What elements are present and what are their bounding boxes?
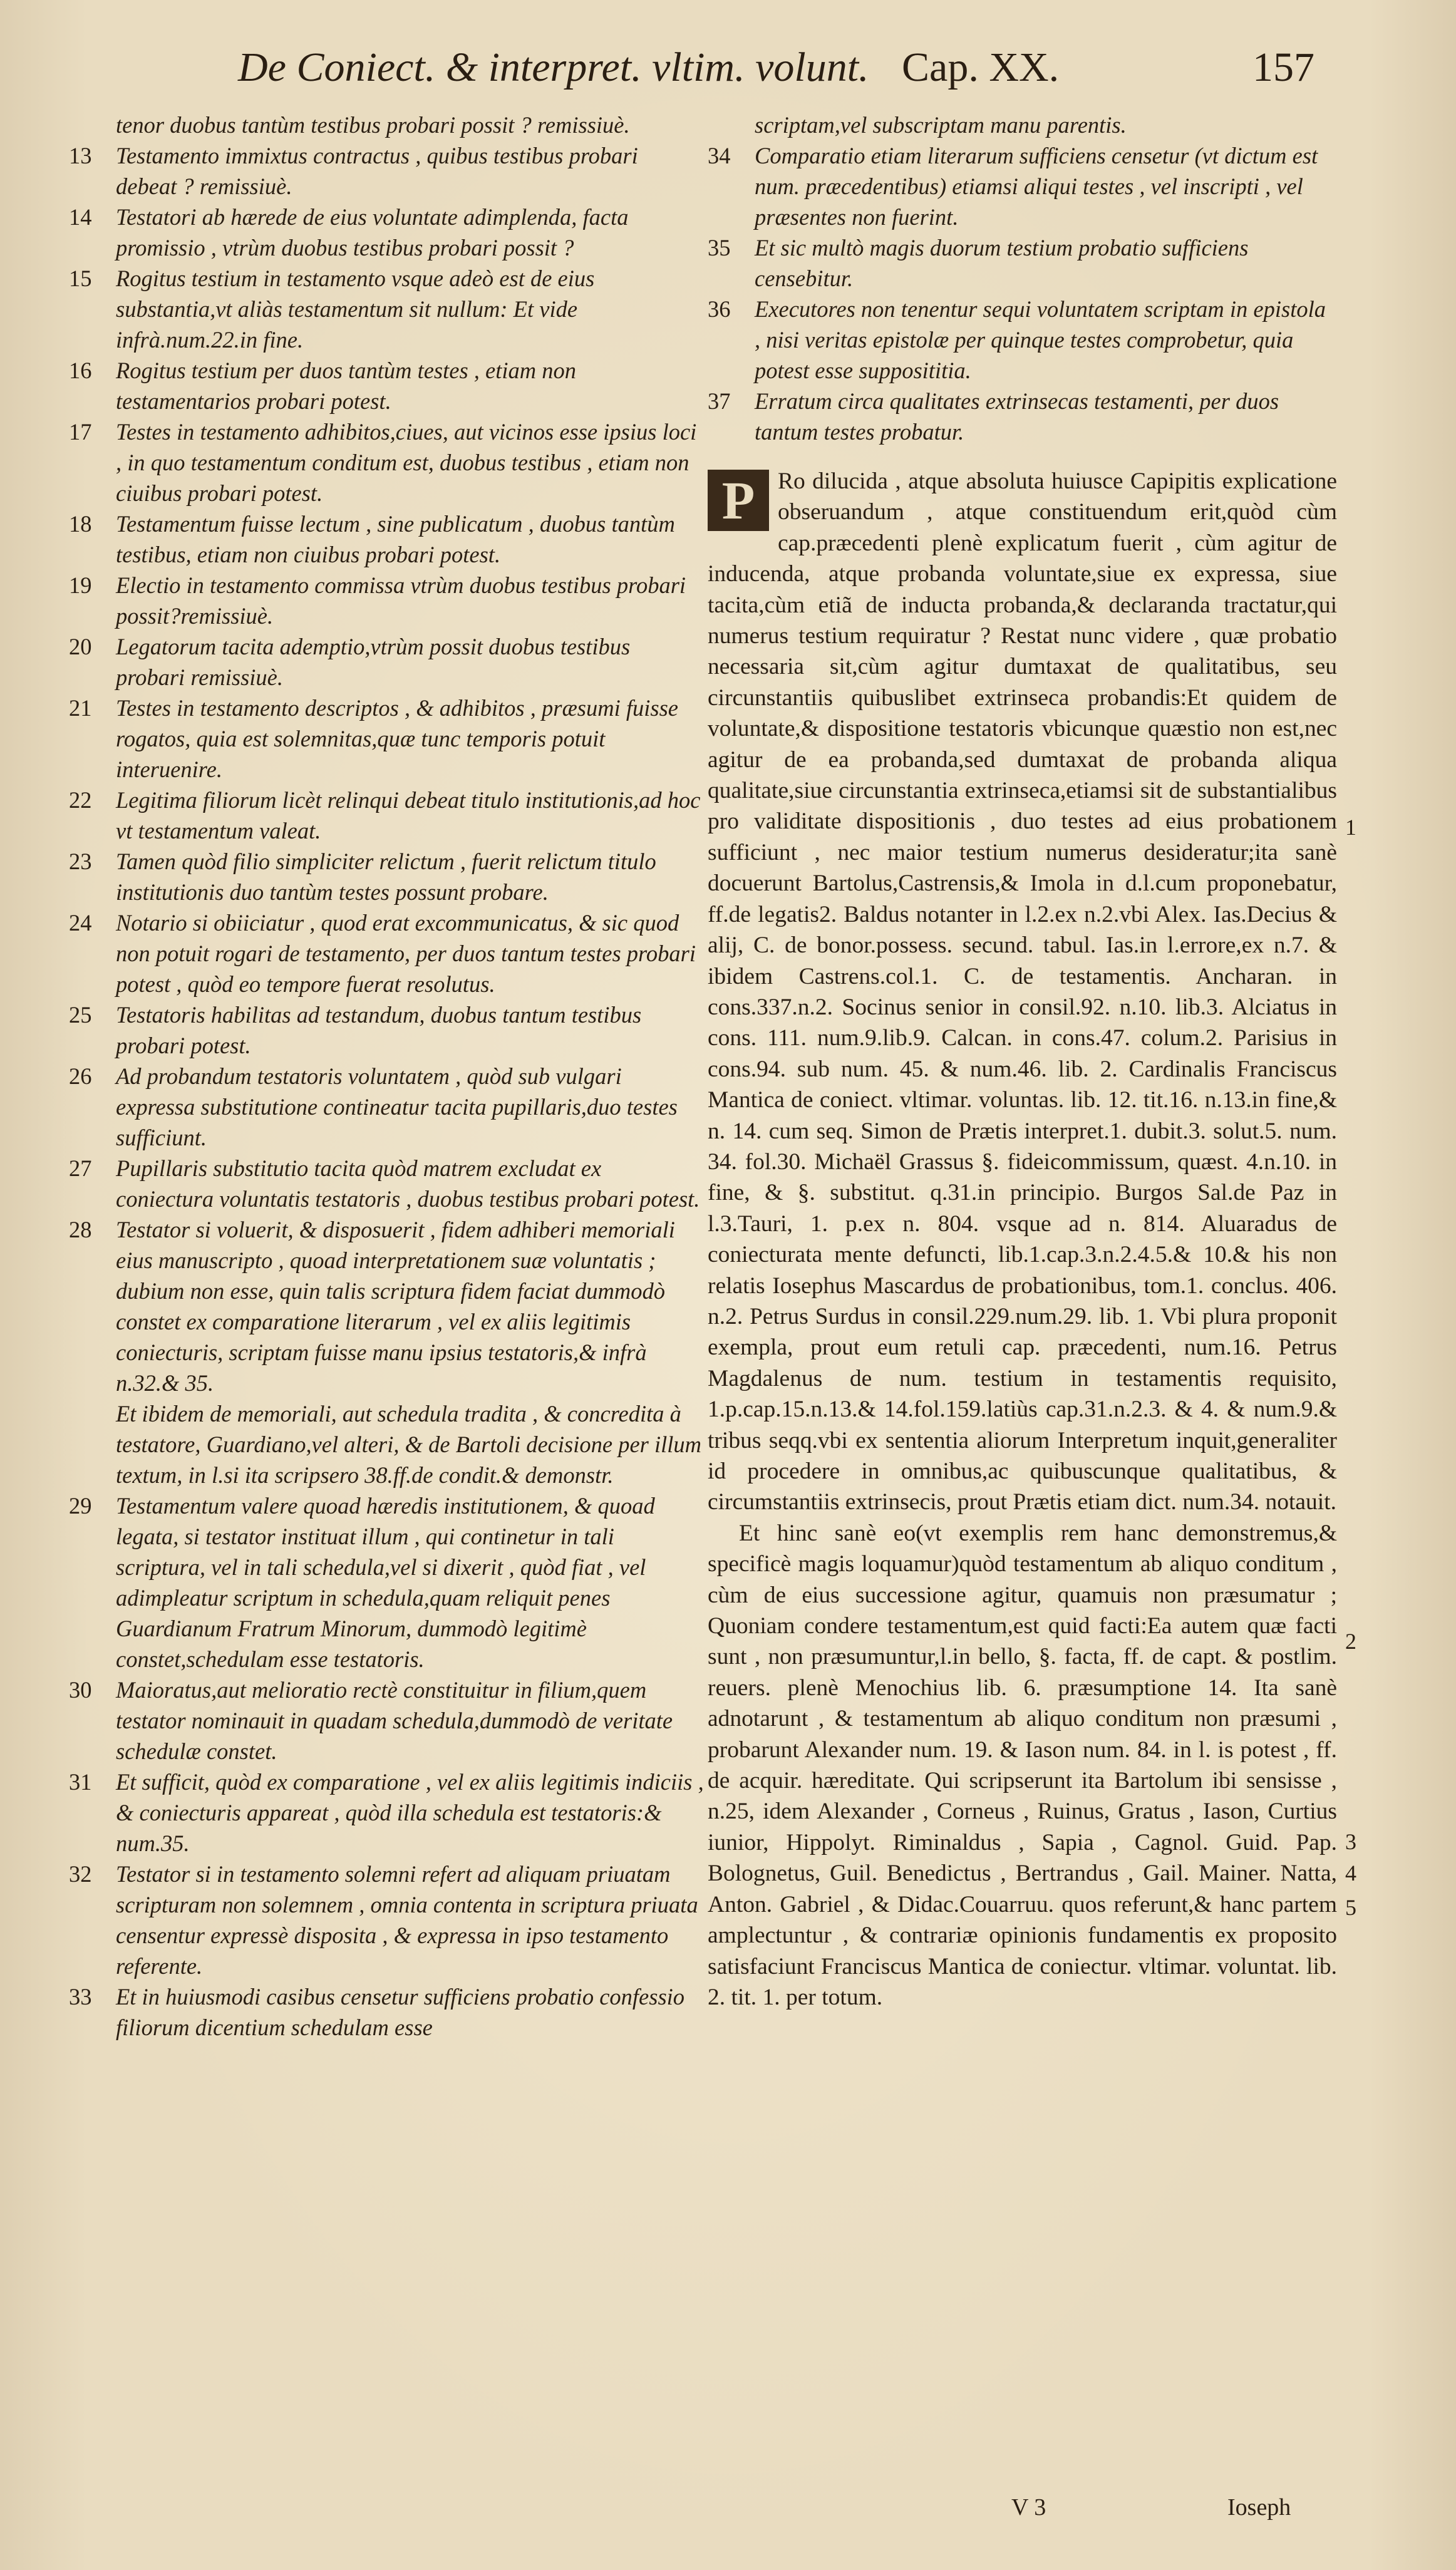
index-entry-number: 24 (69, 910, 92, 936)
index-entry-text: Ad probandum testatoris voluntatem , quòd sub vulgari expressa substitutione contineatur tacita pupillaris,duo testes sufficiunt. (116, 1063, 678, 1150)
margin-number-1: 1 (1345, 815, 1356, 840)
index-entry (69, 907, 705, 999)
index-entry-text: Notario si obiiciatur , quod erat excommunicatus, & sic quod non potuit rogari de testamento, per duos tantum testes probari potest , quòd eo tempore fuerat resolutus. (116, 910, 696, 997)
index-entry-text: Pupillaris substitutio tacita quòd matrem excludat ex coniectura voluntatis testatoris , duobus testibus probari potest. (116, 1155, 700, 1212)
index-entry-number: 30 (69, 1677, 92, 1703)
index-entry-number: 13 (69, 143, 92, 168)
index-entry (69, 1981, 705, 2043)
index-entry (69, 1490, 705, 1675)
summary-index-left (69, 110, 705, 2043)
index-entry-number: 14 (69, 204, 92, 230)
index-entry (69, 631, 705, 693)
index-entry (69, 1675, 705, 1767)
index-entry-number: 36 (708, 296, 731, 322)
index-entry-number: 18 (69, 511, 92, 537)
index-entry-text: Testator si in testamento solemni refert ad aliquam priuatam scripturam non solemnem , omnia contenta in scriptura priuata censentur expressè disposita , & expressa in ipso testamento referente. (116, 1861, 698, 1979)
index-entry-number: 22 (69, 787, 92, 813)
index-entry (69, 1214, 705, 1398)
index-entry-text: Testamentum fuisse lectum , sine publicatum , duobus tantùm testibus, etiam non ciuibus probari potest. (116, 511, 675, 567)
index-entry-text: Testes in testamento adhibitos,ciues, aut vicinos esse ipsius loci , in quo testamentum conditum est, duobus testibus , etiam non ciuibus probari potest. (116, 419, 697, 506)
index-entry (708, 232, 1337, 294)
index-entry-number: 25 (69, 1002, 92, 1028)
index-entry (69, 140, 705, 202)
index-entry-text: Rogitus testium per duos tantùm testes , etiam non testamentarios probari potest. (116, 358, 577, 414)
index-entry-number: 20 (69, 634, 92, 659)
index-entry-text: tenor duobus tantùm testibus probari possit ? remissiuè. (116, 112, 630, 138)
index-entry-text: Et sufficit, quòd ex comparatione , vel ex aliis legitimis indiciis , & coniecturis appareat , quòd illa schedula est testatoris:& num.35. (116, 1769, 704, 1856)
index-entry (708, 386, 1337, 447)
index-entry (69, 785, 705, 846)
index-entry-text: Testes in testamento descriptos , & adhibitos , præsumi fuisse rogatos, quia est solemnitas,quæ tunc temporis potuit interuenire. (116, 695, 679, 782)
dropcap-initial: P (708, 470, 769, 531)
commentary-body (708, 466, 1337, 2013)
index-entry-number: 31 (69, 1769, 92, 1795)
index-entry (69, 693, 705, 785)
index-entry (69, 570, 705, 631)
chapter-label: Cap. XX. (902, 44, 1060, 90)
index-entry-text: Testatoris habilitas ad testandum, duobus tantum testibus probari potest. (116, 1002, 642, 1058)
margin-number-4: 4 (1345, 1860, 1356, 1886)
index-entry-number: 37 (708, 388, 731, 414)
index-entry-number: 16 (69, 358, 92, 383)
catchword: Ioseph (1227, 2494, 1291, 2521)
index-entry-number: 29 (69, 1493, 92, 1519)
paragraph-1-text: Ro dilucida , atque absoluta huiusce Capipitis explicatione obseruandum , atque constituendum erit,quòd cùm cap.præcedenti plenè explicatum fuerit , cùm agitur de inducenda, atque probanda voluntate,siue ex expressa, siue tacita,cùm etiã de inducta probanda,& declaranda tractatur,qui numerus testium requiratur ? Restat nunc videre , quæ probatio necessaria sit,cùm agitur dumtaxat de qualitatibus, seu circunstantiis quibuslibet extrinseca probandis:Et quidem de voluntate,& dispositione testatoris vbicunque quæstio non est,nec agitur de ea probanda,sed dumtaxat de probanda aliqua qualitate,siue circunstantia extrinseca,etiamsi sit de substantialibus pro validitate dispositionis , duo testes ad eius probationem sufficiunt , nec maior testium numerus desideratur;ita sanè docuerunt Bartolus,Castrensis,& Imola in d.l.cum proponebatur, ff.de legatis2. Baldus notanter in l.2.ex n.2.vbi Alex. Ias.Decius & alij, C. de bonor.possess. secund. tabul. Ias.in l.errore,ex n.7. & ibidem Castrens.col.1. C. de testamentis. Ancharan. in cons.337.n.2. Socinus senior in consil.92. n.10. lib.3. Alciatus in cons. 111. num.9.lib.9. Calcan. in cons.47. colum.2. Parisius in cons.94. sub num. 45. & num.46. lib. 2. Cardinalis Franciscus Mantica de coniect. vltimar. voluntas. lib. 12. tit.16. n.13.in fine,& n. 14. cum seq. Simon de Prætis interpret.1. dubit.3. solut.5. num. 34. fol.30. Michaël Grassus §. fideicommissum, quæst. 4.n.10. in fine, & §. substitut. q.31.in principio. Burgos Sal.de Paz in l.3.Tauri, 1. p.ex n. 804. vsque ad n. 814. Aluaradus de coniecturata mente defuncti, lib.1.cap.3.n.2.4.5.& 10.& his non relatis Iosephus Mascardus de probationibus, tom.1. conclus. 406. n.2. Petrus Surdus in consil.229.num.29. lib. 1. Vbi plura proponit exempla, prout eum retuli cap. præcedenti, num.16. Petrus Magdalenus de num. testium in testamentis requisito, 1.p.cap.15.n.13.& 14.fol.159.latiùs cap.31.n.2.3. & 4. & num.9.& tribus seqq.vbi ex sententia aliorum Interpretum inquit,generaliter id procedere in omnibus,ac quibuscunque qualitatibus, & circumstantiis extrinsecis, prout Prætis etiam dict. num.34. notauit. (708, 468, 1337, 1515)
index-entry-number: 15 (69, 266, 92, 291)
index-entry-number: 27 (69, 1155, 92, 1181)
index-entry-text: Executores non tenentur sequi voluntatem scriptam in epistola , nisi veritas epistolæ per quinque testes comprobetur, quia potest esse supposititia. (755, 296, 1326, 383)
index-entry-text: Rogitus testium in testamento vsque adeò est de eius substantia,vt aliàs testamentum sit nullum: Et vide infrà.num.22.in fine. (116, 266, 595, 353)
index-entry-number: 19 (69, 572, 92, 598)
margin-number-2: 2 (1345, 1629, 1356, 1654)
running-header (238, 44, 1314, 100)
index-entry-text: scriptam,vel subscriptam manu parentis. (755, 112, 1127, 138)
index-entry (69, 416, 705, 508)
index-entry (69, 1859, 705, 1981)
margin-number-3: 3 (1345, 1829, 1356, 1854)
index-entry (708, 110, 1337, 140)
index-entry-text: Legatorum tacita ademptio,vtrùm possit duobus testibus probari remissiuè. (116, 634, 631, 690)
index-entry-number: 21 (69, 695, 92, 721)
index-entry-text: Testatori ab hærede de eius voluntate adimplenda, facta promissio , vtrùm duobus testibus probari possit ? (116, 204, 629, 261)
index-entry (69, 110, 705, 140)
index-entry-number: 34 (708, 143, 731, 168)
running-title: De Coniect. & interpret. vltim. volunt. (238, 44, 869, 90)
index-entry-number: 28 (69, 1217, 92, 1242)
index-entry-number: 17 (69, 419, 92, 445)
index-entry-text: Et in huiusmodi casibus censetur sufficiens probatio confessio filiorum dicentium schedulam esse (116, 1984, 685, 2040)
index-entry-text: Testator si voluerit, & disposuerit , fidem adhiberi memoriali eius manuscripto , quoad interpretationem suæ voluntatis ; dubium non esse, quin talis scriptura fidem faciat dummodò constet ex comparatione literarum , vel ex aliis legitimis coniecturis, scriptam fuisse manu ipsius testatoris,& infrà n.32.& 35. (116, 1217, 675, 1396)
index-entry (69, 508, 705, 570)
index-entry-number: 33 (69, 1984, 92, 2010)
paragraph-2: Et hinc sanè eo(vt exemplis rem hanc demonstremus,& specificè magis loquamur)quòd testamentum ab aliquo conditum , cùm de eius successione agitur, quamuis non præsumatur ; Quoniam condere testamentum,est quid facti:Ea autem quæ facti sunt , non præsumuntur,l.in bello, §. facta, ff. de capt. & postlim. reuers. plenè Menochius lib. 6. præsumptione 14. Ita sanè adnotarunt , & testamentum ab aliquo conditum non præsumi , probarunt Alexander num. 19. & Iason num. 84. in l. is potest , ff. de acquir. hæreditate. Qui scripserunt ita Bartolum ibi sensisse , n.25, idem Alexander , Corneus , Ruinus, Gratus , Iason, Curtius iunior, Hippolyt. Riminaldus , Sapia , Cagnol. Guid. Pap. Bolognetus, Guil. Benedictus , Bertrandus , Gail. Mainer. Natta, Anton. Gabriel , & Didac.Couarruu. quos referunt,& hanc partem amplectuntur , & contrariæ opinionis fundamentis ex proposito satisfaciunt Franciscus Mantica de coniectur. vltimar. voluntat. lib. 2. tit. 1. per totum. (708, 1520, 1337, 2010)
summary-index-right (708, 110, 1337, 447)
index-entry-text: Et sic multò magis duorum testium probatio sufficiens censebitur. (755, 235, 1249, 291)
index-entry (69, 263, 705, 355)
index-entry (69, 999, 705, 1061)
margin-number-5: 5 (1345, 1895, 1356, 1920)
index-entry (708, 294, 1337, 386)
index-entry-number: 26 (69, 1063, 92, 1089)
index-entry (708, 140, 1337, 232)
right-column (708, 110, 1337, 2013)
index-entry (69, 1398, 705, 1490)
index-entry-text: Maioratus,aut melioratio rectè constituitur in filium,quem testator nominauit in quadam schedula,dummodò de veritate schedulæ constet. (116, 1677, 673, 1764)
index-entry-text: Erratum circa qualitates extrinsecas testamenti, per duos tantum testes probatur. (755, 388, 1279, 445)
index-entry-text: Testamentum valere quoad hæredis institutionem, & quoad legata, si testator instituat illum , qui continetur in tali scriptura, vel in tali schedula,vel si dixerit , quòd fiat , vel adimpleatur scriptum in schedula,quam reliquit penes Guardianum Fratrum Minorum, dummodò legitimè constet,schedulam esse testatoris. (116, 1493, 655, 1672)
page-number: 157 (1252, 44, 1314, 90)
index-entry (69, 355, 705, 416)
paragraph-1 (708, 466, 1337, 1518)
index-entry-number: 35 (708, 235, 731, 261)
index-entry (69, 846, 705, 907)
index-entry (69, 1153, 705, 1214)
index-entry-text: Tamen quòd filio simpliciter relictum , fuerit relictum titulo institutionis duo tantùm testes possunt probare. (116, 849, 656, 905)
left-index-column (69, 110, 705, 2043)
index-entry (69, 1767, 705, 1859)
index-entry-text: Testamento immixtus contractus , quibus testibus probari debeat ? remissiuè. (116, 143, 638, 199)
index-entry-number: 32 (69, 1861, 92, 1887)
signature-mark: V 3 (1011, 2494, 1046, 2521)
index-entry-text: Comparatio etiam literarum sufficiens censetur (vt dictum est num. præcedentibus) etiamsi aliqui testes , vel inscripti , vel præsentes non fuerint. (755, 143, 1318, 230)
index-entry-text: Legitima filiorum licèt relinqui debeat titulo institutionis,ad hoc vt testamentum valeat. (116, 787, 701, 844)
index-entry-text: Et ibidem de memoriali, aut schedula tradita , & concredita à testatore, Guardiano,vel alteri, & de Bartoli decisione per illum textum, in l.si ita scripsero 38.ff.de condit.& demonstr. (116, 1401, 702, 1488)
index-entry-number: 23 (69, 849, 92, 874)
index-entry (69, 1061, 705, 1153)
index-entry-text: Electio in testamento commissa vtrùm duobus testibus probari possit?remissiuè. (116, 572, 686, 629)
index-entry (69, 202, 705, 263)
